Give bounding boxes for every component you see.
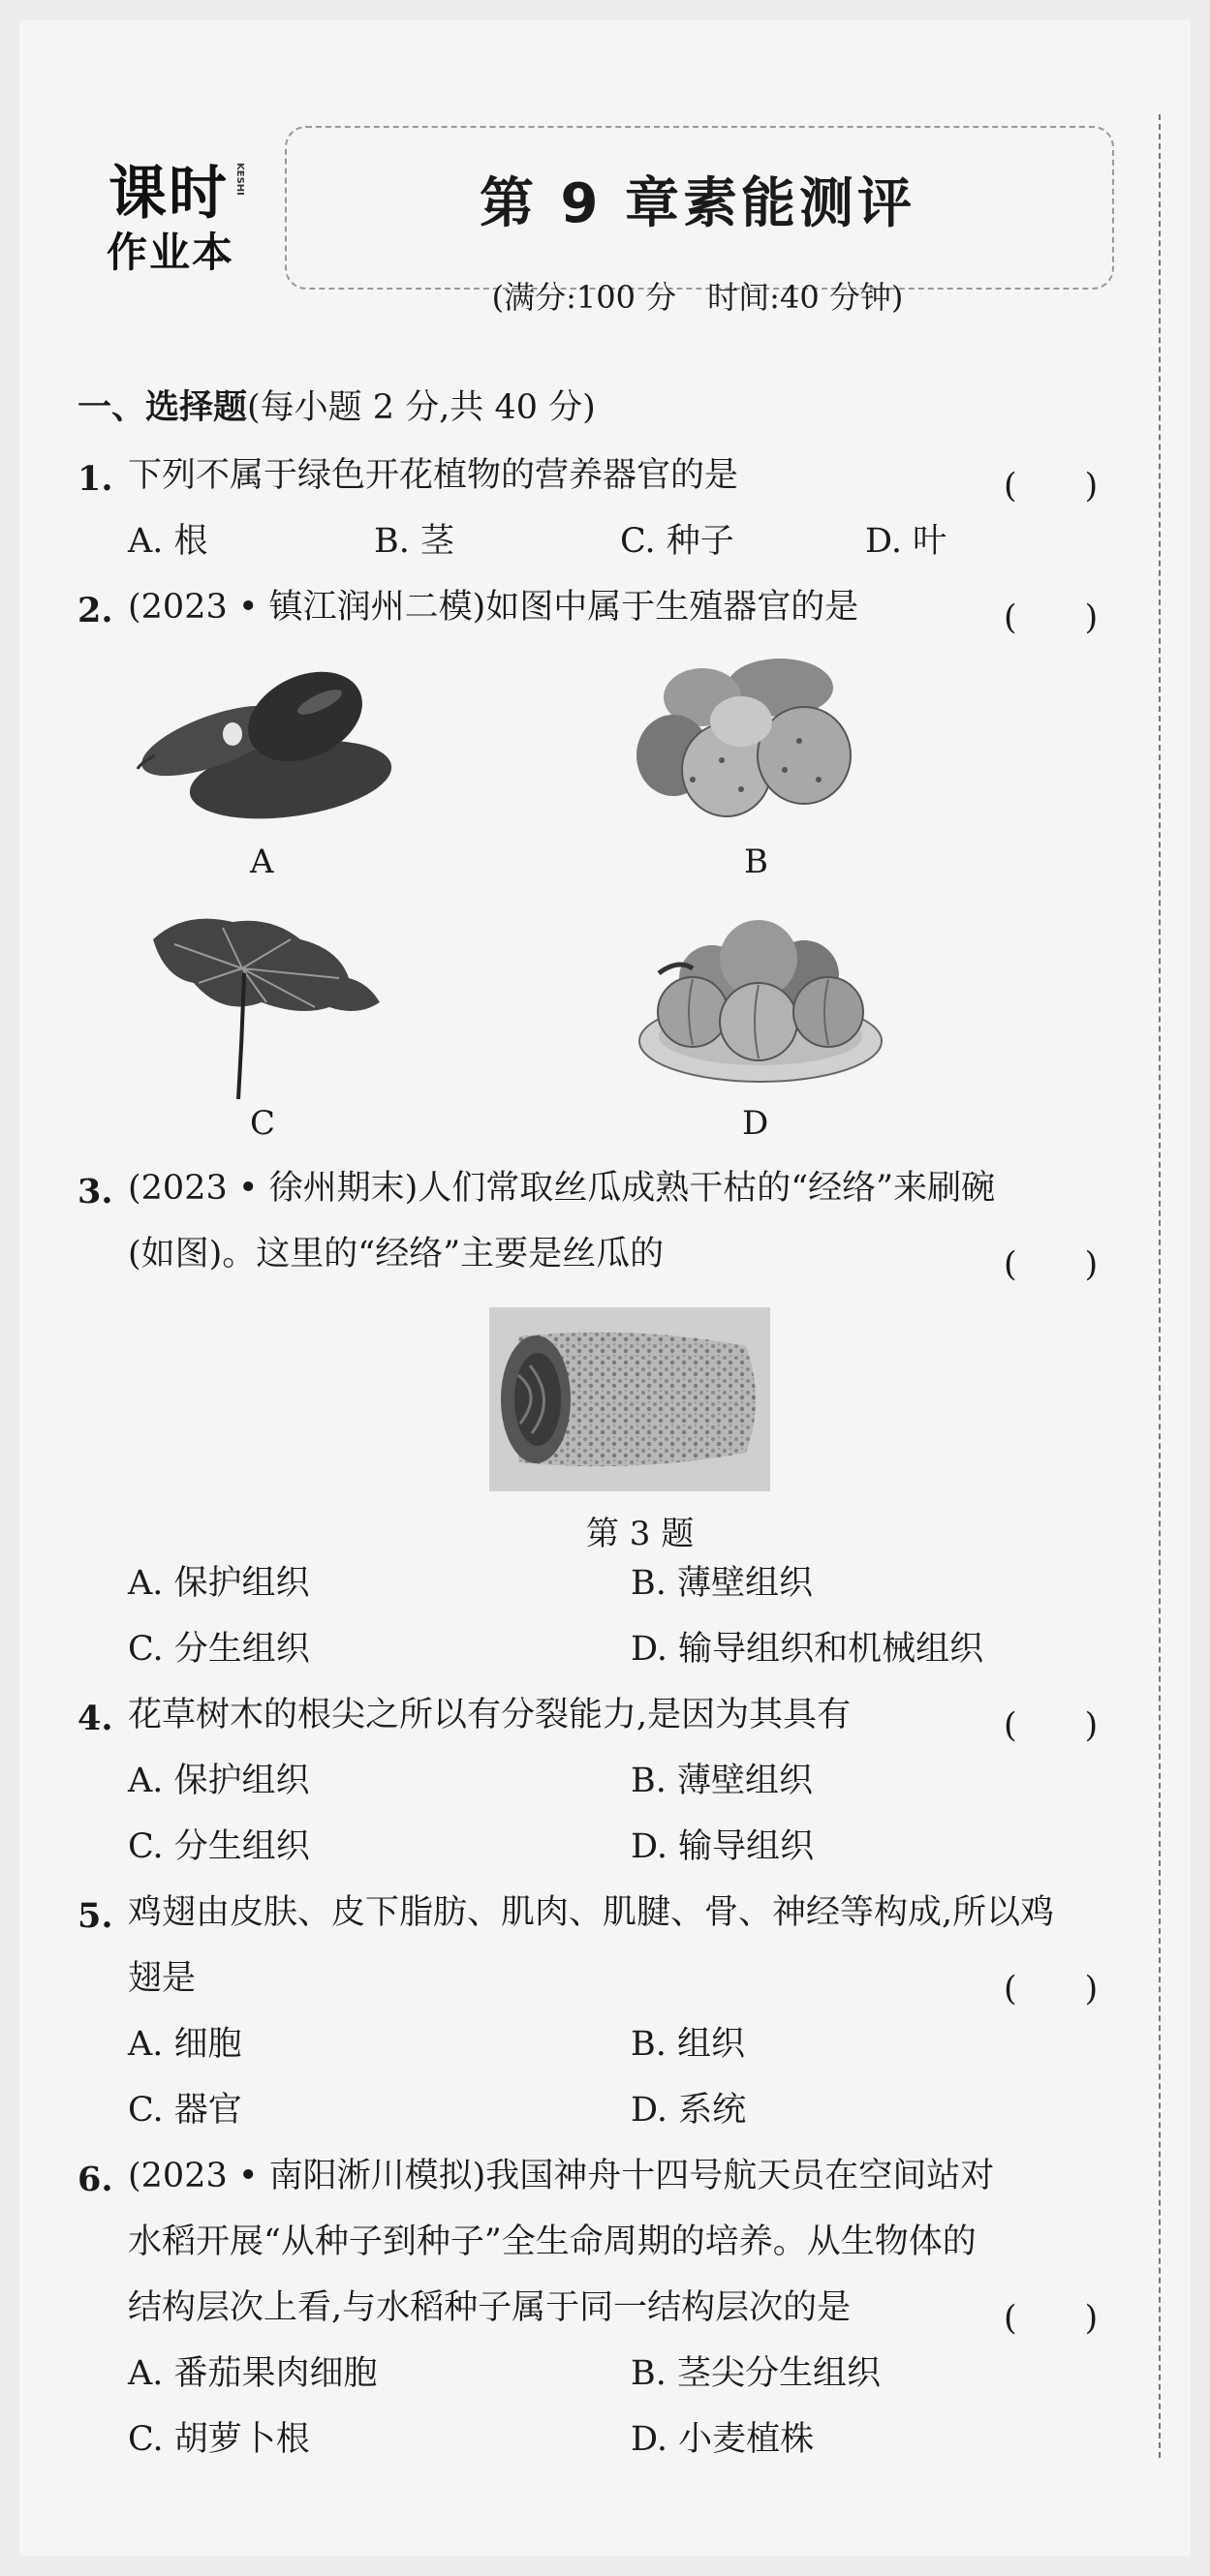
question-number: 6.: [78, 2160, 113, 2199]
binding-dashed-line: [1159, 114, 1161, 2458]
option-d: D. 输导组织和机械组织: [631, 1630, 984, 1669]
figure-label-a: A: [250, 843, 274, 881]
answer-bracket: ( ): [1004, 1706, 1099, 1745]
figure-label-d: D: [742, 1104, 769, 1143]
option-c: C. 器官: [128, 2091, 242, 2130]
answer-bracket: ( ): [1004, 598, 1099, 637]
option-b: B. 组织: [631, 2025, 745, 2064]
section-note: (每小题 2 分,共 40 分): [247, 388, 596, 427]
option-a: A. 番茄果肉细胞: [128, 2354, 378, 2393]
logo-line1: 课时: [109, 160, 229, 228]
question-number: 1.: [78, 459, 113, 499]
answer-bracket: ( ): [1004, 2299, 1099, 2338]
option-a: A. 细胞: [128, 2025, 242, 2064]
question-text: 鸡翅由皮肤、皮下脂肪、肌肉、肌腱、骨、神经等构成,所以鸡: [128, 1893, 1055, 1932]
option-a: A. 根: [128, 522, 208, 561]
question-number: 5.: [78, 1896, 113, 1936]
option-d: D. 小麦植株: [631, 2420, 815, 2459]
option-b: B. 薄壁组织: [631, 1564, 813, 1603]
question-text: 水稻开展“从种子到种子”全生命周期的培养。从生物体的: [128, 2223, 977, 2261]
option-d: D. 输导组织: [631, 1827, 815, 1866]
option-a: A. 保护组织: [128, 1762, 310, 1800]
peach-image: [635, 905, 886, 1089]
logo: [97, 136, 271, 300]
question-text: (2023 • 南阳淅川模拟)我国神舟十四号航天员在空间站对: [128, 2157, 995, 2195]
page-title: 第 9 章素能测评: [480, 172, 915, 235]
figure-caption: 第 3 题: [586, 1515, 695, 1553]
exam-info: (满分:100 分 时间:40 分钟): [491, 279, 904, 316]
question-text: (2023 • 徐州期末)人们常取丝瓜成熟干枯的“经络”来刷碗: [128, 1169, 996, 1208]
logo-line1-small: KESHI: [234, 163, 245, 196]
option-b: B. 薄壁组织: [631, 1762, 813, 1800]
section-label: 一、选择题: [78, 388, 248, 427]
figure-label-b: B: [744, 843, 768, 881]
question-text: (2023 • 镇江润州二模)如图中属于生殖器官的是: [128, 588, 859, 627]
option-c: C. 胡萝卜根: [128, 2420, 310, 2459]
option-c: C. 分生组织: [128, 1827, 310, 1866]
question-number: 2.: [78, 591, 113, 630]
question-number: 3.: [78, 1172, 113, 1211]
answer-bracket: ( ): [1004, 1970, 1099, 2009]
option-c: C. 种子: [620, 522, 734, 561]
question-text: 下列不属于绿色开花植物的营养器官的是: [128, 456, 739, 495]
question-text: 结构层次上看,与水稻种子属于同一结构层次的是: [128, 2288, 852, 2327]
lotus-leaf-image: [145, 910, 388, 1104]
sweet-potato-image: [136, 649, 397, 833]
question-number: 4.: [78, 1699, 113, 1738]
figure-label-c: C: [250, 1104, 276, 1143]
option-c: C. 分生组织: [128, 1630, 310, 1669]
option-d: D. 叶: [865, 522, 947, 561]
logo-line2: 作业本: [107, 229, 235, 276]
section-heading: [78, 388, 596, 427]
question-text: 翅是: [128, 1959, 197, 1998]
option-a: A. 保护组织: [128, 1564, 310, 1603]
option-b: B. 茎尖分生组织: [631, 2354, 881, 2393]
option-b: B. 茎: [374, 522, 454, 561]
question-text: (如图)。这里的“经络”主要是丝瓜的: [128, 1235, 665, 1273]
answer-bracket: ( ): [1004, 467, 1099, 506]
option-d: D. 系统: [631, 2091, 747, 2130]
question-text: 花草树木的根尖之所以有分裂能力,是因为其具有: [128, 1696, 852, 1734]
answer-bracket: ( ): [1004, 1245, 1099, 1284]
potato-image: [635, 644, 877, 833]
loofah-sponge-image: [489, 1307, 770, 1491]
